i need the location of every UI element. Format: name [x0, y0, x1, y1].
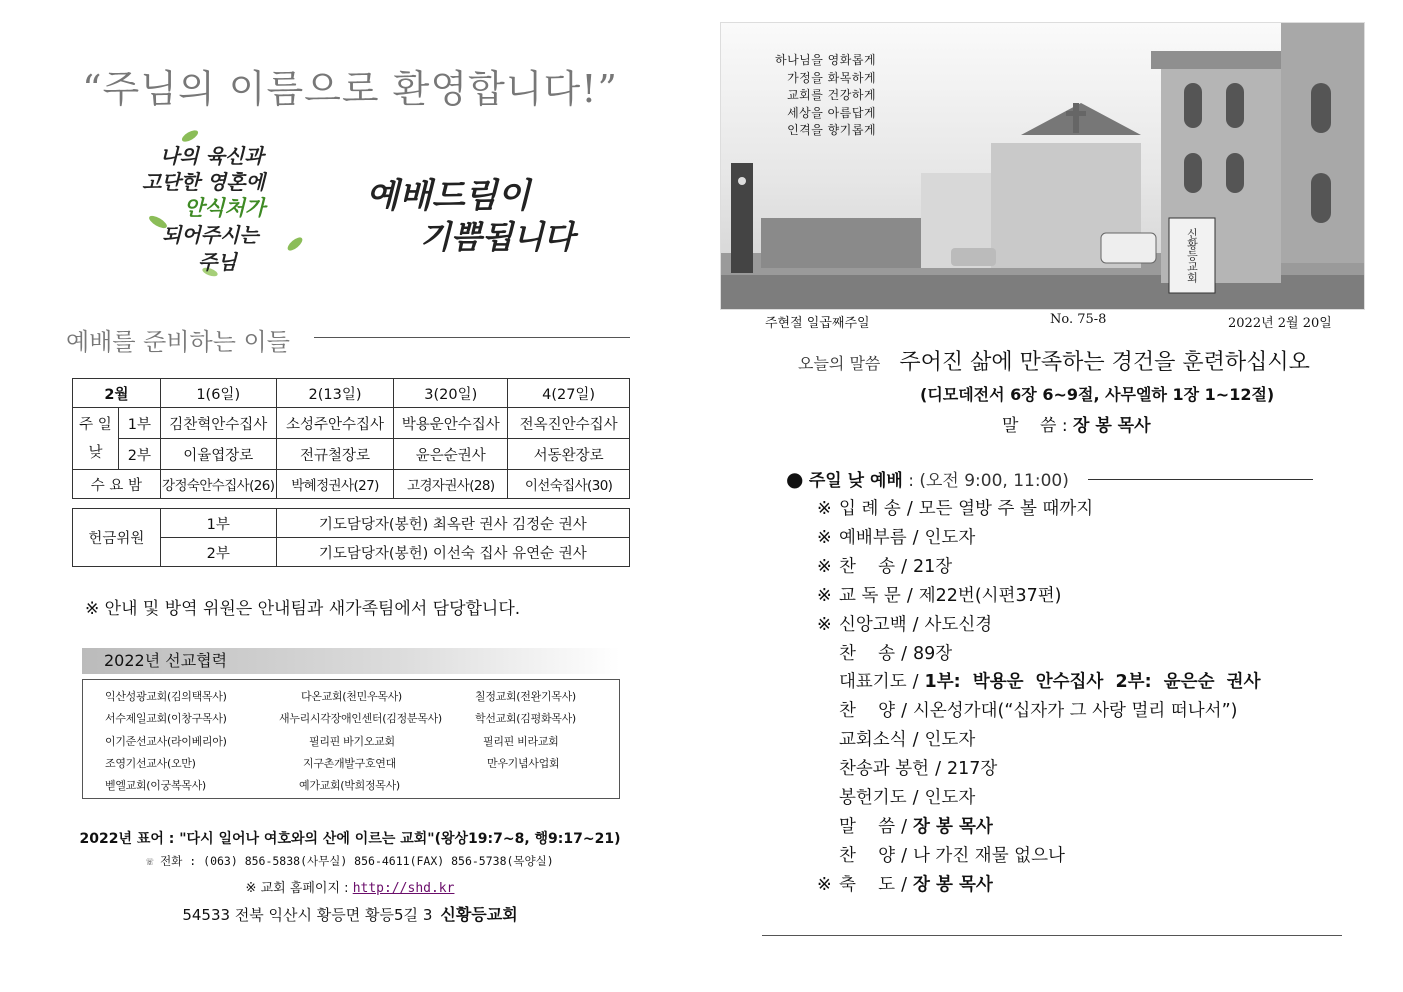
- table-cell: 서동완장로: [508, 439, 630, 470]
- reference-mark: ※: [817, 499, 832, 519]
- table-cell: 김찬혁안수집사: [160, 408, 276, 439]
- list-item: [817, 582, 1061, 607]
- mission-list: [82, 679, 620, 799]
- church-motto: 2022년 표어 : "다시 일어나 여호와의 산에 이르는 교회"(왕상19:7~8, 행9:17~21): [79, 831, 621, 847]
- list-item: 익산성광교회(김의택목사): [105, 690, 227, 703]
- order-separator: /: [912, 672, 919, 693]
- list-item: [817, 784, 975, 809]
- bullet-icon: ●: [786, 467, 804, 491]
- list-item: 서수제일교회(이창구목사): [105, 712, 227, 725]
- order-item-name: 봉헌기도: [839, 788, 907, 808]
- order-item-name: 교 독 문: [839, 585, 901, 606]
- table-cell: 윤은순권사: [394, 439, 508, 470]
- service-title: 주일 낮 예배: [808, 471, 903, 491]
- reference-mark: ※: [817, 527, 832, 548]
- table-row: [73, 408, 630, 439]
- preacher-line: [1002, 411, 1151, 436]
- order-item-value: 사도신경: [924, 614, 993, 635]
- order-item-name: 축 도: [839, 874, 896, 895]
- order-item-value: 217장: [947, 759, 998, 780]
- sermon-label: 오늘의 말씀: [798, 354, 881, 373]
- mission-title: 2022년 선교협력: [82, 648, 620, 674]
- table-row: [73, 379, 630, 408]
- list-item: 만우기념사업회: [487, 757, 560, 770]
- table-cell: 이율엽장로: [160, 439, 276, 470]
- church-values: [775, 52, 876, 140]
- table-cell: 기도담당자(봉헌) 최옥란 권사 김정순 권사: [276, 509, 629, 538]
- order-separator: /: [906, 585, 913, 606]
- row-label: 1부: [118, 408, 160, 439]
- value-line: 가정을 화목하게: [787, 70, 877, 85]
- list-item: [817, 842, 1065, 867]
- table-header: 2월: [73, 379, 161, 408]
- table-cell: 소성주안수집사: [276, 408, 394, 439]
- table-row: [73, 470, 630, 499]
- order-separator: /: [912, 527, 919, 548]
- table-cell: 기도담당자(봉헌) 이선숙 집사 유연순 권사: [276, 538, 629, 567]
- row-label-text: 주 일: [79, 416, 112, 433]
- order-separator: /: [935, 759, 941, 780]
- calligraphy-right: [360, 160, 630, 270]
- list-item: 필리핀 바기오교회: [309, 735, 395, 748]
- list-item: 새누리시각장애인센터(김정분목사): [279, 712, 442, 725]
- homepage-line: [60, 877, 640, 896]
- address: 54533 전북 익산시 황등면 황등5길 3: [182, 906, 433, 924]
- list-item: 지구촌개발구호연대: [303, 757, 396, 770]
- order-separator: /: [912, 788, 919, 808]
- section-heading: 예배를 준비하는 이들: [66, 328, 290, 356]
- order-item-name: 찬 양: [839, 701, 896, 722]
- calligraphy-line: 예배드림이: [366, 176, 531, 216]
- order-item-name: 말 씀: [839, 816, 896, 837]
- list-item: [817, 755, 997, 780]
- list-item: 조영기선교사(오만): [105, 757, 196, 770]
- order-item-value: 장 봉 목사: [912, 874, 993, 895]
- preacher-label: 말 씀 :: [1002, 416, 1068, 436]
- order-separator: /: [901, 816, 907, 837]
- order-item-value: 시온성가대(“십자가 그 사랑 멀리 떠나서”): [912, 701, 1238, 722]
- calligraphy-line: 안식처가: [184, 195, 266, 220]
- list-item: [817, 611, 992, 636]
- order-item-value: 21장: [912, 556, 953, 577]
- list-item: 학선교회(김평화목사): [475, 712, 576, 725]
- row-label: 1부: [160, 509, 276, 538]
- list-item: [817, 668, 1260, 693]
- order-item-value: 인도자: [924, 527, 976, 548]
- divider: [762, 935, 1342, 936]
- list-item: 이기준선교사(라이베리아): [105, 735, 227, 748]
- bulletin-date: 2022년 2월 20일: [1228, 316, 1332, 331]
- order-separator: /: [912, 730, 919, 751]
- homepage-link[interactable]: http://shd.kr: [352, 881, 455, 896]
- list-item: [817, 495, 1093, 520]
- order-separator: /: [906, 499, 913, 519]
- church-name: 신황등교회: [440, 905, 518, 924]
- order-item-name: 예배부름: [839, 527, 907, 548]
- table-cell: 고경자권사(28): [394, 470, 508, 499]
- service-time: : (오전 9:00, 11:00): [908, 471, 1069, 491]
- list-item: 다온교회(천민우목사): [301, 690, 402, 703]
- value-line: 세상을 아름답게: [787, 105, 877, 120]
- row-label: [73, 408, 119, 470]
- list-item: [817, 813, 993, 838]
- row-label: 헌금위원: [73, 509, 161, 567]
- list-item: 벧엘교회(이궁복목사): [105, 779, 206, 792]
- order-item-value: 인도자: [924, 730, 976, 751]
- value-line: 인격을 향기롭게: [787, 123, 877, 137]
- order-item-value: 제22번(시편37편): [918, 585, 1062, 606]
- reference-mark: ※: [817, 614, 832, 635]
- liturgical-sunday: 주현절 일곱째주일: [765, 316, 870, 331]
- sermon-title-line: [798, 345, 1310, 376]
- order-separator: /: [901, 643, 907, 664]
- order-item-name: 대표기도: [839, 672, 907, 693]
- value-line: 하나님을 영화롭게: [775, 53, 877, 67]
- order-item-name: 찬 송: [839, 556, 896, 577]
- scripture-reference: (디모데전서 6장 6~9절, 사무엘하 1장 1~12절): [920, 385, 1275, 404]
- table-header: 3(20일): [394, 379, 508, 408]
- row-label: 수 요 밤: [73, 470, 161, 499]
- order-item-value: 89장: [912, 643, 953, 664]
- table-cell: 이선숙집사(30): [508, 470, 630, 499]
- order-item-value: 1부: 박용운 안수집사 2부: 윤은순 권사: [924, 672, 1261, 693]
- order-separator: /: [901, 556, 907, 577]
- table-cell: 강정숙안수집사(26): [160, 470, 276, 499]
- table-header: 4(27일): [508, 379, 630, 408]
- list-item: 필리핀 비라교회: [483, 735, 559, 748]
- value-line: 교회를 건강하게: [787, 88, 877, 102]
- order-separator: /: [901, 701, 907, 722]
- service-heading: [786, 466, 1069, 491]
- list-item: 예가교회(박희정목사): [299, 779, 400, 792]
- table-header: 2(13일): [276, 379, 394, 408]
- order-item-name: 교회소식: [839, 730, 907, 751]
- calligraphy-line: 기쁨됩니다: [420, 218, 575, 256]
- table-cell: 박혜정권사(27): [276, 470, 394, 499]
- list-item: [817, 553, 952, 578]
- order-item-name: 찬송과 봉헌: [839, 759, 930, 780]
- list-item: [817, 871, 993, 896]
- table-header: 1(6일): [160, 379, 276, 408]
- table-row: [73, 439, 630, 470]
- address-line: [60, 902, 640, 925]
- schedule-table: [72, 378, 630, 499]
- divider: [314, 337, 630, 338]
- notice-text: ※ 안내 및 방역 위원은 안내팀과 새가족팀에서 담당합니다.: [85, 599, 521, 619]
- list-item: [817, 697, 1238, 722]
- offering-table: [72, 508, 630, 567]
- table-cell: 전규철장로: [276, 439, 394, 470]
- calligraphy-line: 고단한 영혼에: [142, 170, 265, 194]
- order-item-name: 신앙고백: [839, 614, 907, 635]
- reference-mark: ※: [817, 585, 832, 606]
- list-item: [817, 726, 975, 751]
- table-cell: 전옥진안수집사: [508, 408, 630, 439]
- welcome-title: “주님의 이름으로 환영합니다!”: [82, 67, 618, 111]
- order-separator: /: [901, 874, 907, 895]
- church-sign-text: 신황등교회: [1185, 228, 1199, 283]
- order-item-value: 모든 열방 주 볼 때까지: [918, 499, 1094, 519]
- order-separator: /: [912, 614, 919, 635]
- list-item: [817, 524, 975, 549]
- order-item-name: 입 례 송: [839, 499, 901, 519]
- calligraphy-left: [140, 122, 340, 282]
- contact-info: ☏ 전화 : (063) 856-5838(사무실) 856-4611(FAX) 856-5738(목양실): [146, 854, 554, 868]
- sermon-title: 주어진 삶에 만족하는 경건을 훈련하십시오: [899, 350, 1310, 375]
- order-item-value: 장 봉 목사: [912, 816, 993, 837]
- reference-mark: ※: [817, 874, 832, 895]
- order-separator: /: [901, 845, 907, 866]
- list-item: [817, 640, 952, 665]
- row-label: 2부: [160, 538, 276, 567]
- calligraphy-line: 주님: [198, 250, 237, 274]
- row-label-text: 낮: [88, 444, 103, 461]
- issue-number: No. 75-8: [1050, 312, 1107, 327]
- homepage-label: ※ 교회 홈페이지 :: [245, 881, 353, 896]
- order-item-name: 찬 양: [839, 845, 896, 866]
- order-item-value: 나 가진 재물 없으나: [912, 845, 1065, 866]
- preacher-name: 장 봉 목사: [1073, 416, 1151, 436]
- divider: [1088, 479, 1313, 480]
- order-item-value: 인도자: [924, 788, 976, 808]
- calligraphy-line: 되어주시는: [162, 223, 259, 247]
- order-item-name: 찬 송: [839, 643, 896, 664]
- row-label: 2부: [118, 439, 160, 470]
- table-cell: 박용운안수집사: [394, 408, 508, 439]
- list-item: 칠정교회(전완기목사): [475, 690, 576, 703]
- table-row: [73, 509, 630, 538]
- calligraphy-line: 나의 육신과: [160, 144, 264, 168]
- reference-mark: ※: [817, 556, 832, 577]
